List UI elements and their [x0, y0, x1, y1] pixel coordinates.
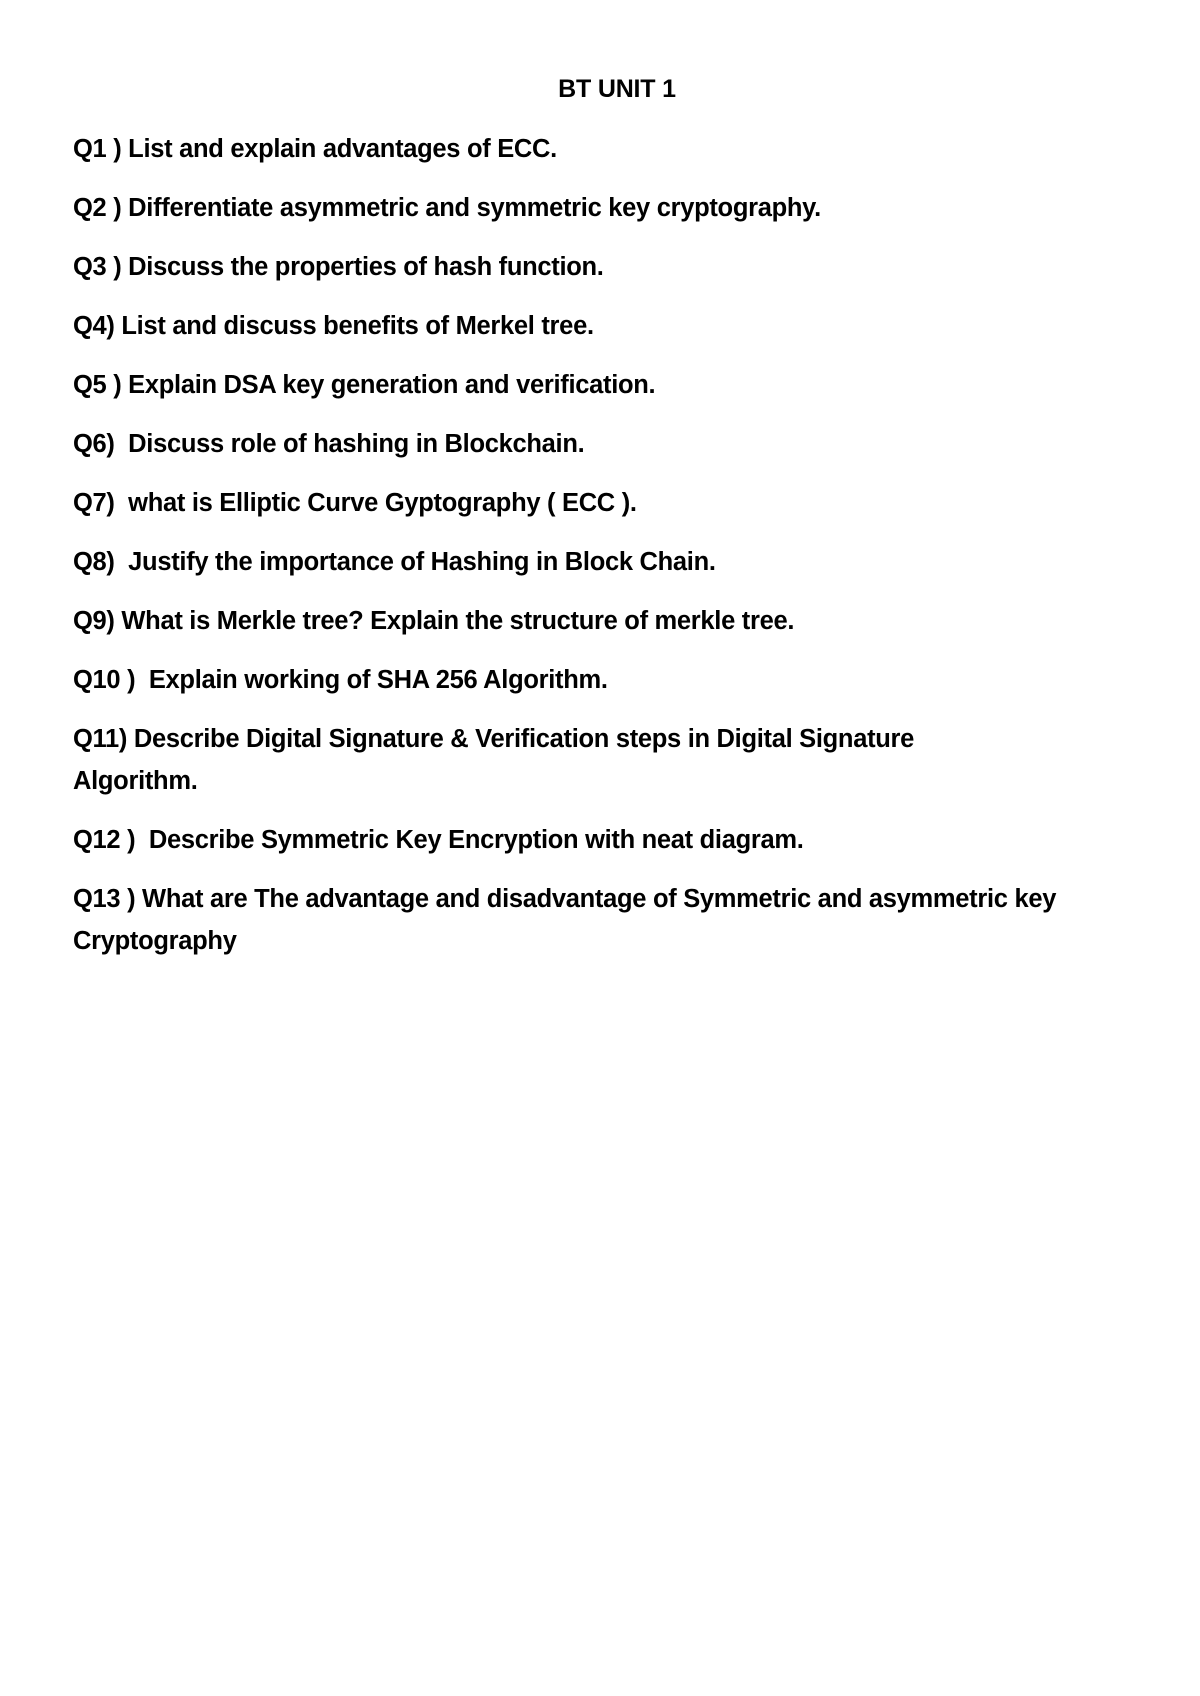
- question-1: Q1 ) List and explain advantages of ECC.: [73, 135, 557, 163]
- question-7: Q7) what is Elliptic Curve Gyptography ( ECC ).: [73, 489, 637, 517]
- question-3: Q3 ) Discuss the properties of hash function.: [73, 253, 604, 281]
- question-13: Q13 ) What are The advantage and disadvantage of Symmetric and asymmetric key Cryptography: [73, 885, 1057, 955]
- question-12: Q12 ) Describe Symmetric Key Encryption with neat diagram.: [73, 826, 804, 854]
- question-9: Q9) What is Merkle tree? Explain the structure of merkle tree.: [73, 607, 795, 635]
- question-8: Q8) Justify the importance of Hashing in Block Chain.: [73, 548, 716, 576]
- question-2: Q2 ) Differentiate asymmetric and symmetric key cryptography.: [73, 194, 821, 222]
- question-6: Q6) Discuss role of hashing in Blockchain.: [73, 430, 585, 458]
- question-list: [73, 128, 1153, 979]
- document-title: BT UNIT 1: [558, 75, 676, 103]
- question-5: Q5 ) Explain DSA key generation and verification.: [73, 371, 656, 399]
- question-10: Q10 ) Explain working of SHA 256 Algorithm.: [73, 666, 608, 694]
- question-4: Q4) List and discuss benefits of Merkel tree.: [73, 312, 594, 340]
- question-11: Q11) Describe Digital Signature & Verification steps in Digital Signature Algorithm.: [73, 725, 915, 795]
